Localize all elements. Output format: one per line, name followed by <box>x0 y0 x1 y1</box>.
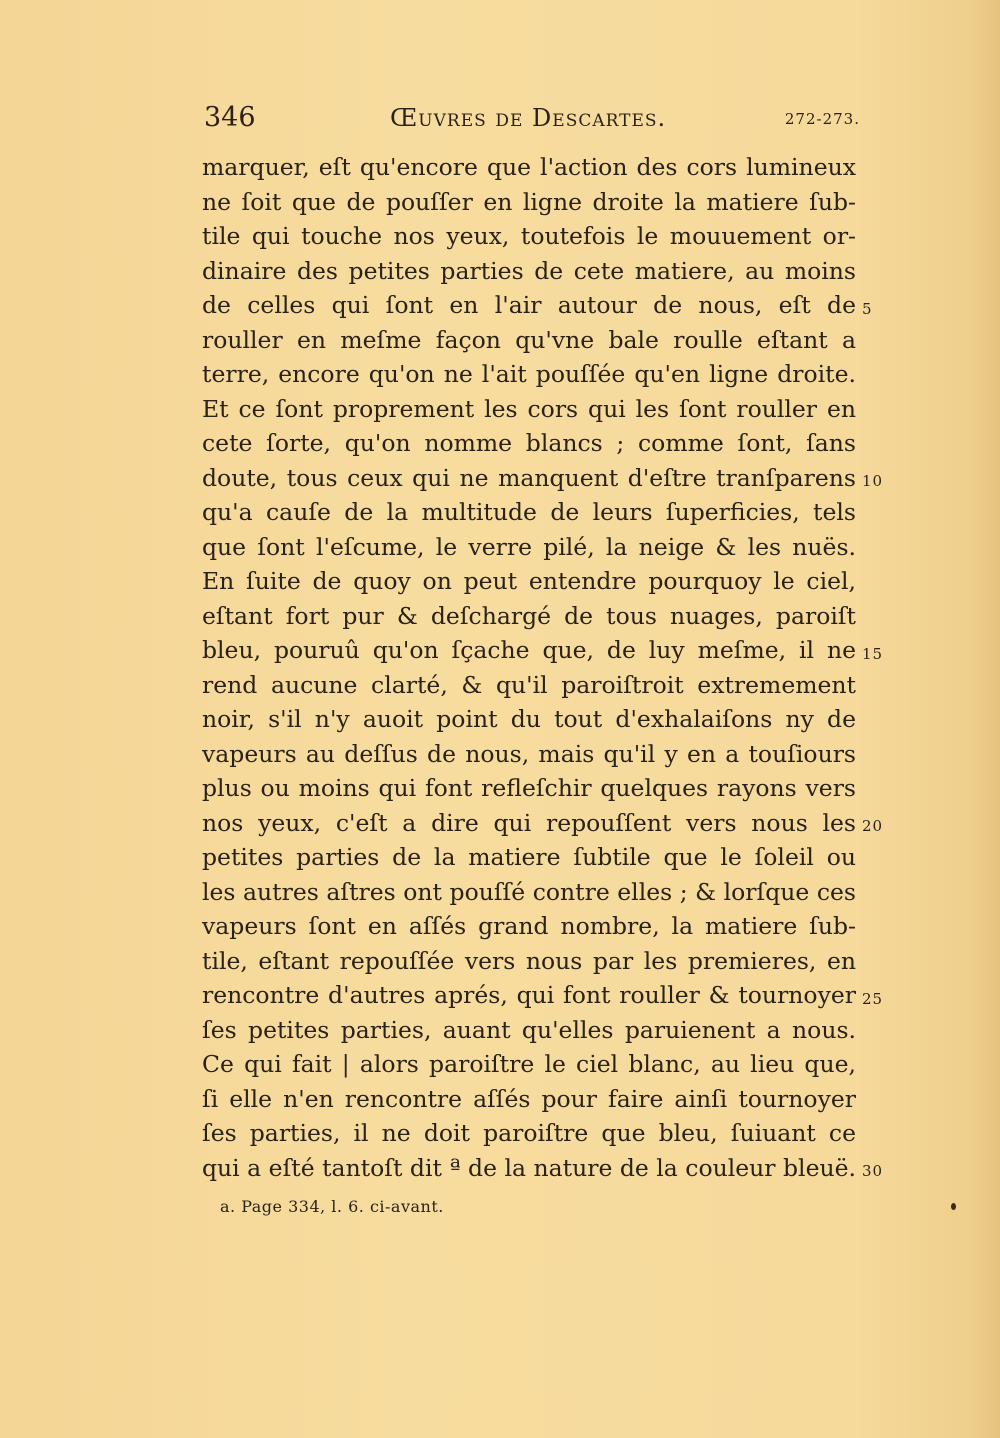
text-line: vapeurs au deſſus de nous, mais qu'il y en a touſiours <box>202 739 856 768</box>
text-line: ne ſoit que de pouſſer en ligne droite la matiere ſub- <box>202 187 856 216</box>
footnote: a. Page 334, l. 6. ci-avant. <box>220 1197 444 1216</box>
text-line: tile qui touche nos yeux, toutefois le mouuement or- <box>202 222 856 250</box>
page-header <box>200 102 860 142</box>
text-line: ſes petites parties, auant qu'elles paruienent a nous. <box>202 1015 856 1044</box>
text-line: doute, tous ceux qui ne manquent d'eſtre tranſparens <box>202 463 856 492</box>
text-line: qu'a cauſe de la multitude de leurs ſuperficies, tels <box>202 498 856 526</box>
text-line: vapeurs ſont en aſſés grand nombre, la matiere ſub- <box>202 912 856 940</box>
text-line: terre, encore qu'on ne l'ait pouſſée qu'en ligne droite. <box>202 360 856 388</box>
line-number: 10 <box>862 472 884 490</box>
text-line: tile, eſtant repouſſée vers nous par les premieres, en <box>202 946 856 975</box>
text-line: marquer, eſt qu'encore que l'action des cors lumineux <box>202 153 856 181</box>
line-number: 5 <box>862 300 873 318</box>
text-line: ſi elle n'en rencontre aſſés pour faire ainſi tournoyer <box>202 1084 856 1113</box>
line-number: 15 <box>862 645 884 663</box>
ink-dot <box>951 1203 956 1210</box>
text-line: qui a eſté tantoſt dit ª de la nature de la couleur bleuë. <box>202 1153 856 1182</box>
running-title: Œuvres de Descartes. <box>390 104 667 132</box>
text-line: que ſont l'eſcume, le verre pilé, la neige & les nuës. <box>202 532 856 561</box>
page-number: 346 <box>204 102 256 133</box>
text-line: les autres aſtres ont pouſſé contre elles ; & lorſque ces <box>202 877 856 906</box>
line-number: 20 <box>862 817 884 835</box>
line-number: 30 <box>862 1162 884 1180</box>
page-reference: 272-273. <box>784 110 860 128</box>
text-line: de celles qui ſont en l'air autour de nous, eſt de <box>202 291 856 319</box>
text-line: cete ſorte, qu'on nomme blancs ; comme ſont, ſans <box>202 429 856 457</box>
text-line: ſes parties, il ne doit paroiſtre que bleu, ſuiuant ce <box>202 1119 856 1147</box>
line-number: 25 <box>862 990 884 1008</box>
text-line: rouller en meſme façon qu'vne bale roulle eſtant a <box>202 325 856 354</box>
text-line: nos yeux, c'eſt a dire qui repouſſent vers nous les <box>202 808 856 837</box>
text-line: Et ce ſont proprement les cors qui les ſont rouller en <box>202 394 856 423</box>
text-line: rend aucune clarté, & qu'il paroiſtroit extremement <box>202 670 856 699</box>
text-line: eſtant fort pur & deſchargé de tous nuages, paroiſt <box>202 601 856 630</box>
text-line: petites parties de la matiere ſubtile que le ſoleil ou <box>202 843 856 871</box>
text-line: noir, s'il n'y auoit point du tout d'exhalaiſons ny de <box>202 705 856 733</box>
text-line: dinaire des petites parties de cete matiere, au moins <box>202 256 856 285</box>
text-line: plus ou moins qui font refleſchir quelques rayons vers <box>202 774 856 802</box>
text-line: En ſuite de quoy on peut entendre pourquoy le ciel, <box>202 567 856 595</box>
text-line: rencontre d'autres aprés, qui font rouller & tournoyer <box>202 981 856 1009</box>
body-text <box>202 150 856 1185</box>
text-line: Ce qui fait | alors paroiſtre le ciel blanc, au lieu que, <box>202 1050 856 1078</box>
text-line: bleu, pouruû qu'on ſçache que, de luy meſme, il ne <box>202 636 856 664</box>
